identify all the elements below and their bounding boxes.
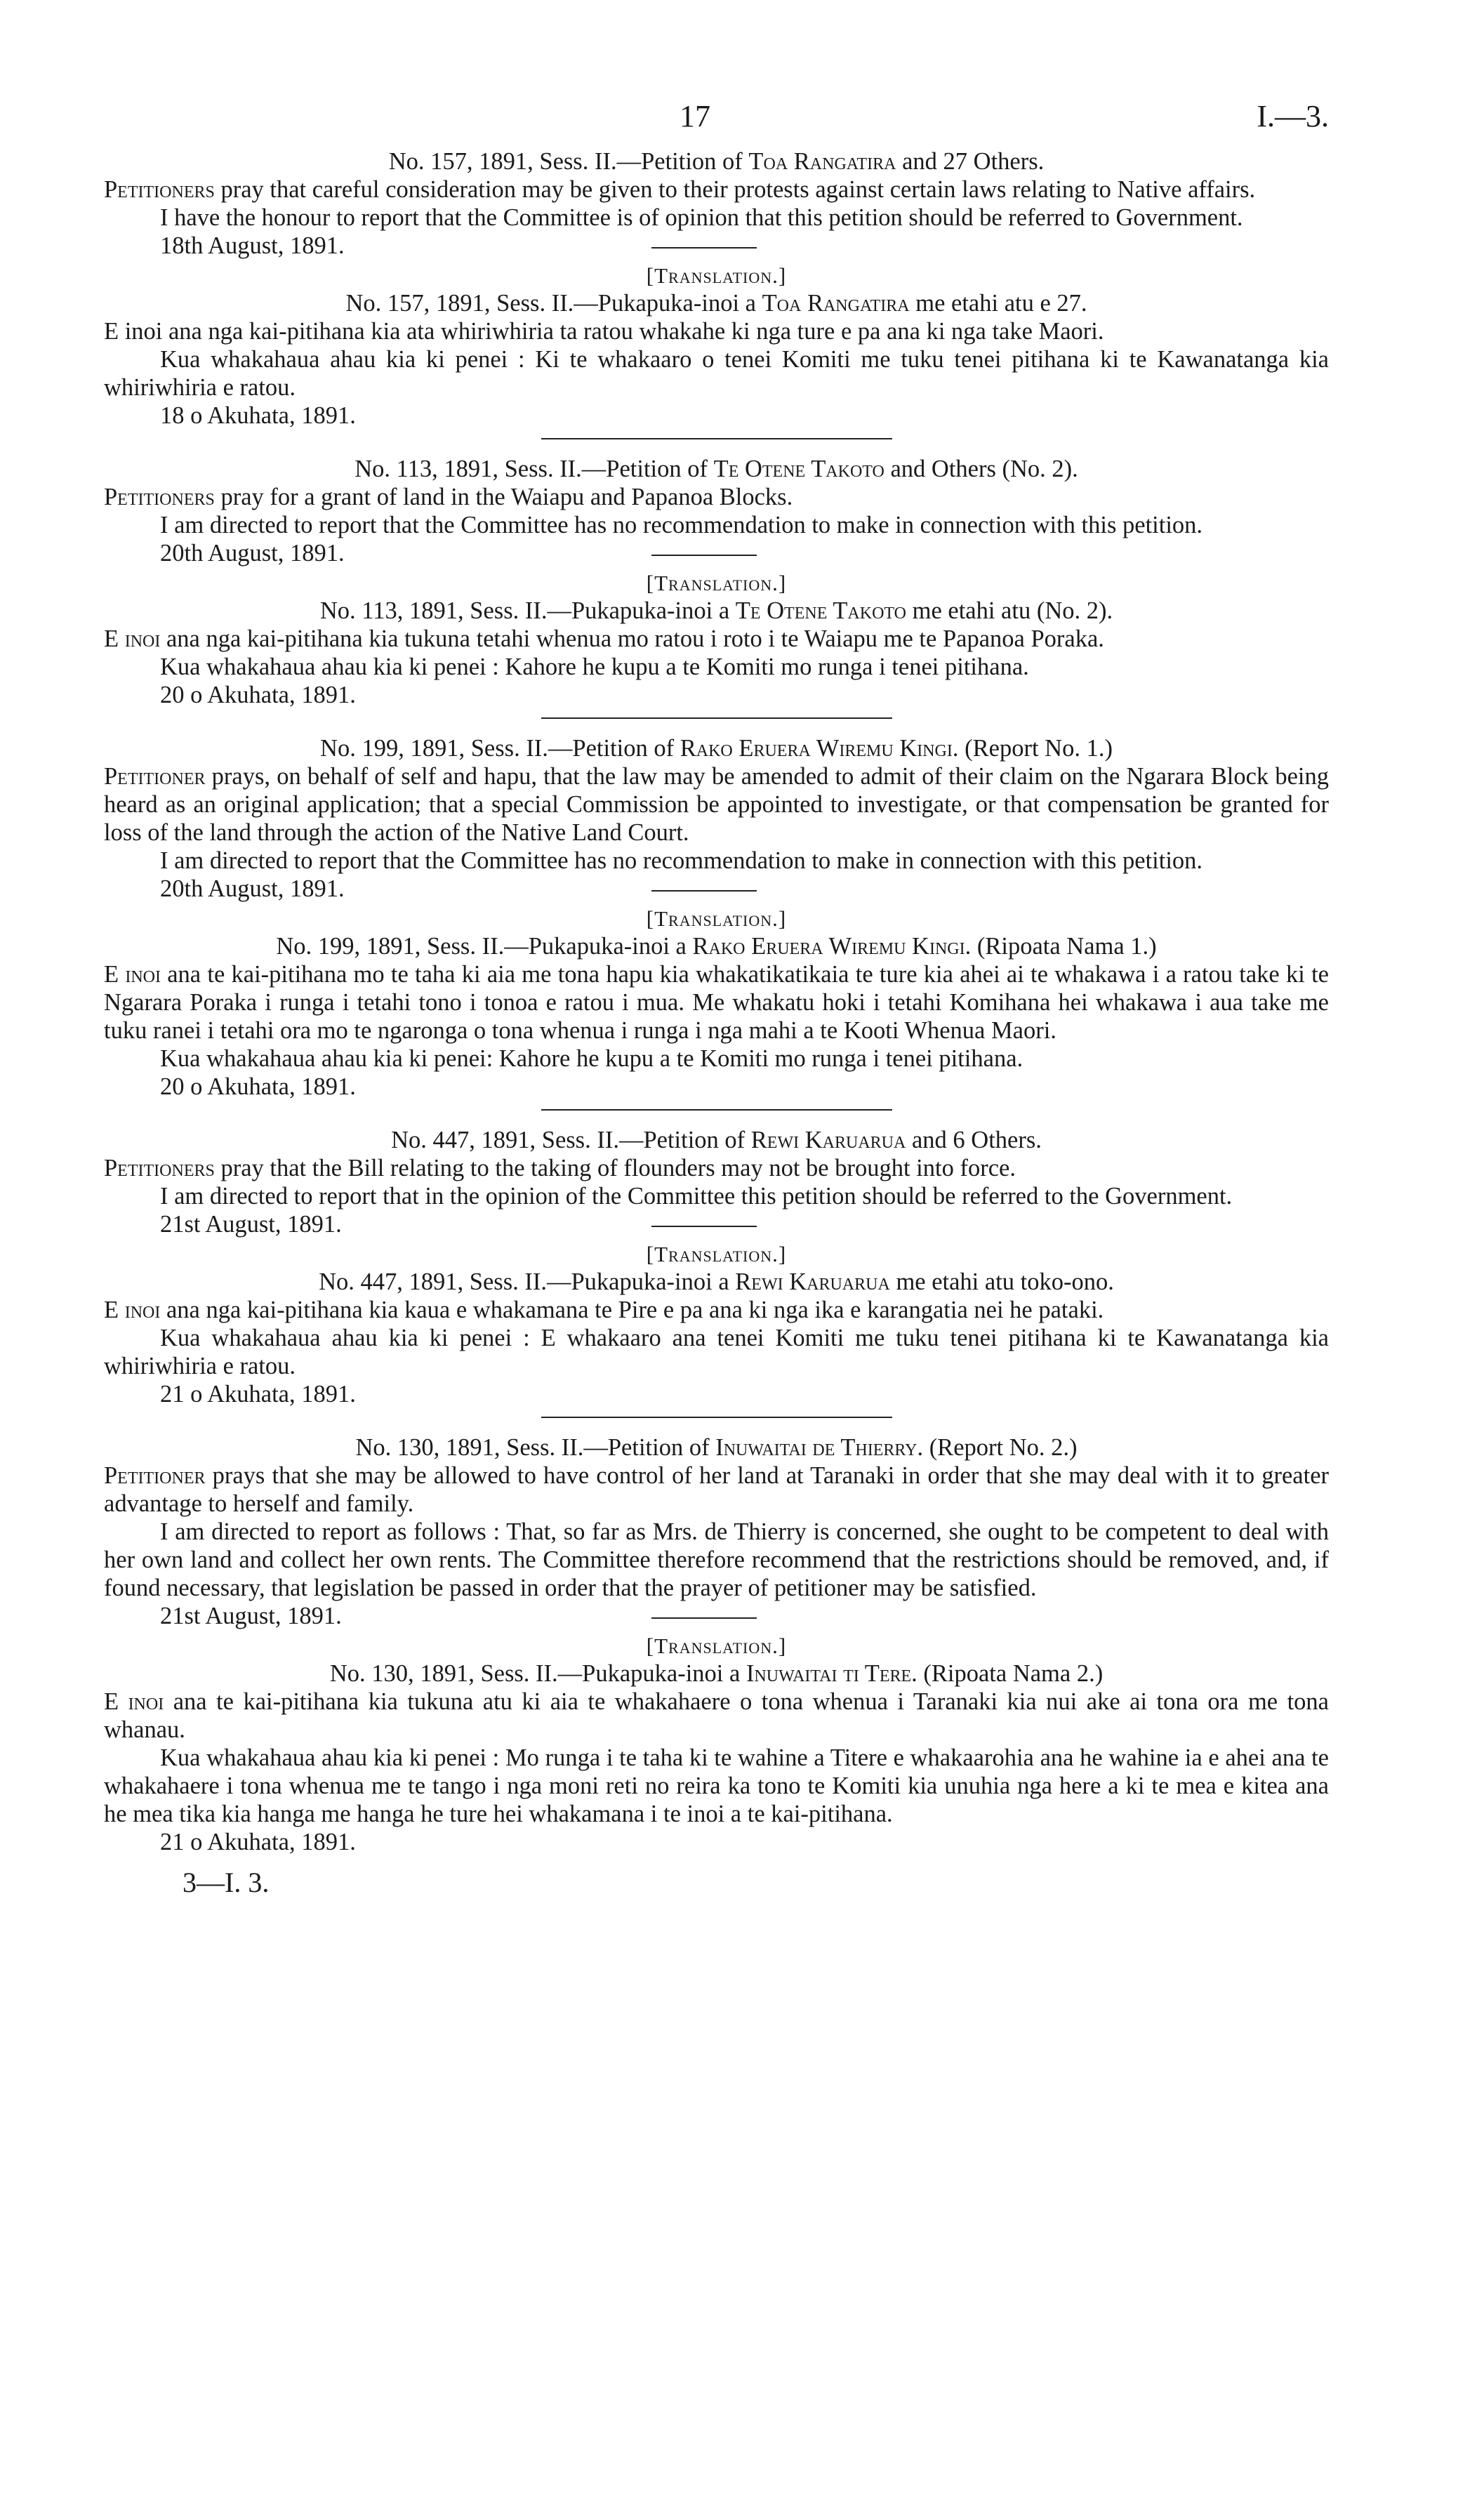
petition-heading [104,1433,1329,1462]
heading-text: No. 199, 1891, Sess. II.—Petition of [320,735,680,762]
translation-report: Kua whakahaua ahau kia ki penei : Mo runga i te taha ki te wahine a Titere e whakaarohia ana he wahine ia e ahei ana te whakahaere i tona whenua me te tango i nga moni reti no reira ka tono te Komiti kia unuhia nga here a ki te mea e kitea ana he mea tika kia hanga me hanga he ture hei whakamana i te inoi a te kai-pitihana. [104,1744,1329,1827]
petitioner-name: Rewi Karuarua [735,1268,890,1295]
heading-text: No. 447, 1891, Sess. II.—Pukapuka-inoi a [319,1268,736,1295]
translation-report: Kua whakahaua ahau kia ki penei: Kahore he kupu a te Komiti mo runga i tenei pitihana. [160,1045,1023,1072]
committee-report: I am directed to report that in the opinion of the Committee this petition should be referred to the Government. [160,1183,1233,1210]
report-date: 21st August, 1891. [160,1211,342,1238]
committee-report: I am directed to report as follows : That, so far as Mrs. de Thierry is concerned, she ought to be competent to deal with her own land and collect her own rents. The Committee therefore recommend that the restrictions should be removed, and, if found necessary, that legislation be passed in order that the prayer of petitioner may be satisfied. [104,1518,1329,1601]
heading-text: No. 113, 1891, Sess. II.—Petition of [355,456,714,482]
petition-heading [104,147,1329,175]
petition-prayer [104,1154,1329,1182]
heading-text: No. 130, 1891, Sess. II.—Petition of [355,1434,716,1461]
translation-heading [104,932,1329,960]
short-rule-divider [651,1617,757,1619]
heading-text: . (Report No. 1.) [952,735,1113,762]
prayer-text: ana te kai-pitihana mo te taha ki aia me tona hapu kia whakatikatikaia te ture kia ahei ai te whakawa i a ratou take ki te Ngarara Poraka i runga i tetahi tono i tonoa e ratou i mua. Me whakatu hoki i tetahi Komihana hei whakawa i aua take me tuku ranei i tetahi ora mo te ngaronga o tona whenua i runga i nga mahi a te Kooti Whenua Maori. [104,961,1329,1044]
translation-date: 20 o Akuhata, 1891. [160,682,356,708]
petition-prayer [104,762,1329,847]
date-row [104,232,1329,260]
heading-text: No. 447, 1891, Sess. II.—Petition of [391,1127,751,1153]
short-rule-divider [651,1226,757,1227]
committee-report: I am directed to report that the Committee has no recommendation to make in connection with this petition. [160,847,1203,874]
heading-text: No. 199, 1891, Sess. II.—Pukapuka-inoi a [276,933,693,960]
date-row [104,1210,1329,1238]
heading-text: and Others (No. 2). [884,456,1078,482]
prayer-text: pray that careful consideration may be given to their protests against certain laws relating to Native affairs. [214,176,1256,203]
section-divider [541,1417,892,1418]
petition-prayer [104,175,1329,204]
translation-prayer [104,317,1329,345]
short-rule-divider [651,247,757,249]
heading-text: No. 157, 1891, Sess. II.—Pukapuka-inoi a [345,290,762,317]
petitioner-name: Toa Rangatira [748,148,896,175]
translation-date: 21 o Akuhata, 1891. [160,1829,356,1855]
prayer-text: prays that she may be allowed to have control of her land at Taranaki in order that she may deal with it to greater advantage to herself and family. [104,1462,1329,1517]
document-page [104,98,1329,1899]
prayer-text: ana te kai-pitihana kia tukuna atu ki aia te whakahaere o tona whenua i Taranaki kia nui ake ai tona ora me tona whanau. [104,1688,1329,1743]
footer-signature: 3—I. 3. [183,1867,270,1898]
petition-entry [104,455,1329,719]
heading-text: . (Ripoata Nama 1.) [965,933,1157,960]
short-rule-divider [651,555,757,556]
translation-label: [Translation.] [646,906,787,931]
report-date: 20th August, 1891. [160,540,345,567]
prayer-lead: Petitioners [104,176,215,203]
petitioner-name: Te Otene Takoto [713,456,885,482]
prayer-lead: E inoi [104,1688,164,1715]
translation-label: [Translation.] [646,1242,787,1266]
translation-heading [104,597,1329,625]
date-row [104,539,1329,567]
translation-prayer [104,1296,1329,1324]
translation-heading [104,289,1329,317]
prayer-lead: E inoi [104,1297,161,1323]
translation-prayer [104,960,1329,1045]
report-date: 18th August, 1891. [160,232,345,259]
translation-report: Kua whakahaua ahau kia ki penei : E whakaaro ana tenei Komiti me tuku tenei pitihana ki te Kawanatanga kia whiriwhiria e ratou. [104,1325,1329,1379]
series-reference: I.—3. [1257,99,1329,133]
petitioner-name: Toa Rangatira [762,290,910,317]
petitioner-name: Te Otene Takoto [735,597,906,624]
report-date: 20th August, 1891. [160,875,345,902]
translation-prayer [104,625,1329,653]
translation-report: Kua whakahaua ahau kia ki penei : Ki te whakaaro o tenei Komiti me tuku tenei pitihana ki te Kawanatanga kia whiriwhiria e ratou. [104,346,1329,401]
prayer-lead: Petitioner [104,1462,206,1489]
translation-date: 20 o Akuhata, 1891. [160,1073,356,1100]
petition-heading [104,455,1329,483]
report-date: 21st August, 1891. [160,1603,342,1629]
translation-heading [104,1660,1329,1688]
prayer-lead: E inoi [104,961,161,988]
petition-prayer [104,1462,1329,1518]
prayer-text: prays, on behalf of self and hapu, that the law may be amended to admit of their claim on the Ngarara Block being heard as an original application; that a special Commission be appointed to investigate, or that compensation be granted for loss of the land through the action of the Native Land Court. [104,763,1329,846]
prayer-lead: E inoi [104,625,161,652]
section-divider [541,1109,892,1111]
heading-text: No. 130, 1891, Sess. II.—Pukapuka-inoi a [329,1660,746,1687]
heading-text: . (Report No. 2.) [917,1434,1078,1461]
heading-text: and 6 Others. [906,1127,1042,1153]
prayer-lead: Petitioner [104,763,206,790]
petition-entry [104,734,1329,1111]
petition-prayer [104,483,1329,511]
petition-heading [104,734,1329,762]
committee-report: I have the honour to report that the Committee is of opinion that this petition should be referred to Government. [160,204,1243,231]
translation-date: 21 o Akuhata, 1891. [160,1381,356,1407]
section-divider [541,438,892,439]
heading-text: No. 157, 1891, Sess. II.—Petition of [388,148,749,175]
prayer-text: ana nga kai-pitihana kia kaua e whakamana te Pire e pa ana ki nga ika e karangatia nei he pataki. [160,1297,1104,1323]
committee-report: I am directed to report that the Committee has no recommendation to make in connection with this petition. [160,512,1203,538]
section-divider [541,717,892,719]
date-row [104,875,1329,903]
translation-date: 18 o Akuhata, 1891. [160,402,356,429]
page-header [104,98,1329,147]
petitioner-name: Rewi Karuarua [750,1127,906,1153]
heading-text: me etahi atu e 27. [909,290,1087,317]
prayer-text: E inoi ana nga kai-pitihana kia ata whiriwhiria ta ratou whakahe ki nga ture e pa ana ki nga take Maori. [104,318,1104,345]
petitioner-name: Inuwaitai ti Tere [746,1660,912,1687]
translation-label: [Translation.] [646,571,787,595]
heading-text: No. 113, 1891, Sess. II.—Pukapuka-inoi a [319,597,736,624]
translation-label: [Translation.] [646,1634,787,1658]
petitioner-name: Rako Eruera Wiremu Kingi [680,735,953,762]
translation-report: Kua whakahaua ahau kia ki penei : Kahore he kupu a te Komiti mo runga i tenei pitihana. [160,654,1029,680]
prayer-lead: Petitioners [104,1155,215,1181]
date-row [104,1602,1329,1630]
petitioner-name: Rako Eruera Wiremu Kingi [692,933,965,960]
translation-prayer [104,1688,1329,1744]
page-number: 17 [680,99,710,133]
petitioner-name: Inuwaitai de Thierry [715,1434,917,1461]
heading-text: . (Ripoata Nama 2.) [911,1660,1104,1687]
prayer-text: pray for a grant of land in the Waiapu and Papanoa Blocks. [214,484,793,510]
prayer-text: ana nga kai-pitihana kia tukuna tetahi whenua mo ratou i roto i te Waiapu me te Papanoa Poraka. [160,625,1104,652]
petition-entry [104,1126,1329,1418]
translation-heading [104,1268,1329,1296]
petitions-list [104,147,1329,1856]
petition-heading [104,1126,1329,1154]
petition-entry [104,1433,1329,1856]
heading-text: me etahi atu toko-ono. [889,1268,1114,1295]
prayer-lead: Petitioners [104,484,215,510]
short-rule-divider [651,890,757,892]
heading-text: me etahi atu (No. 2). [906,597,1113,624]
translation-label: [Translation.] [646,263,787,288]
petition-entry [104,147,1329,439]
heading-text: and 27 Others. [896,148,1045,175]
prayer-text: pray that the Bill relating to the taking of flounders may not be brought into force. [214,1155,1016,1181]
